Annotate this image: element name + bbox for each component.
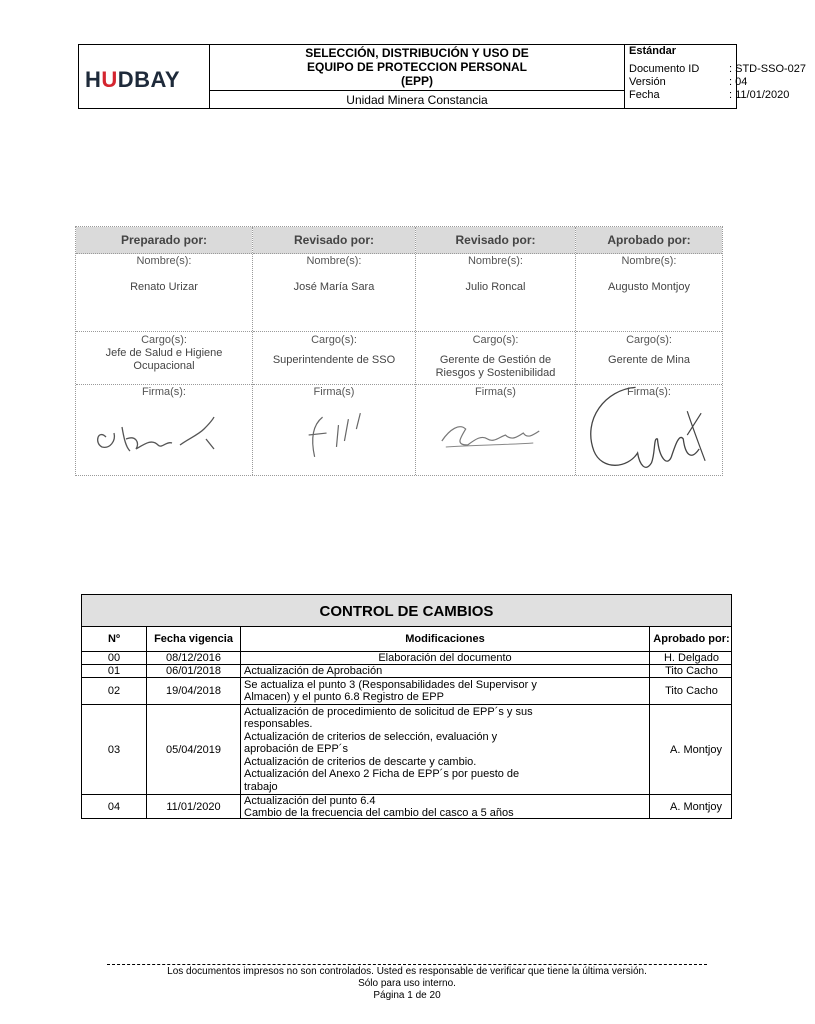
meta-key: Versión [629,76,666,88]
cargo-cell [576,331,722,385]
approver-name: Julio Roncal [465,281,526,293]
approver-name: José María Sara [293,281,375,293]
table-row [82,795,731,819]
name-label: Nombre(s): [621,255,677,267]
logo-letter-h: H [85,67,102,92]
row-approver: A. Montjoy [649,795,733,819]
table-row [82,652,731,665]
row-number: 04 [107,801,121,813]
row-date: 05/04/2019 [146,705,240,794]
name-label: Nombre(s): [306,255,362,267]
unit-name: Unidad Minera Constancia [346,93,488,107]
header-modifications: Modificaciones [240,627,649,651]
cargo-label: Cargo(s): [311,334,357,346]
cargo-label: Cargo(s): [626,334,672,346]
signature-image [416,399,575,479]
row-approver: A. Montjoy [649,705,733,794]
name-label: Nombre(s): [467,255,523,267]
title-line-3: (EPP) [400,74,433,88]
document-meta [624,45,807,108]
approver-name: Augusto Montjoy [608,281,690,293]
approval-header: Preparado por: [76,227,252,254]
approval-header: Revisado por: [253,227,415,254]
title-line-2: EQUIPO DE PROTECCION PERSONAL [306,60,528,74]
row-number: 03 [107,743,121,756]
cargo-cell [416,331,575,385]
footer-internal-use: Sólo para uso interno. [358,978,456,989]
approver-name: Renato Urizar [130,281,198,293]
modification-line: responsables. [244,718,313,731]
modification-line: aprobación de EPP´s [244,743,348,756]
table-header-row [82,627,731,652]
logo-letter-u: U [101,67,118,92]
modification-line: Actualización de criterios de selección, evaluación y [244,730,498,743]
header-number: Nº [108,633,120,645]
modification-line: Actualización de criterios de descarte y cambio. [244,755,477,768]
cargo-label: Cargo(s): [141,334,187,346]
change-control-title: CONTROL DE CAMBIOS [82,595,731,627]
logo-letters-dbay: DBAY [117,67,181,92]
approval-header: Revisado por: [416,227,575,254]
row-approver: Tito Cacho [649,665,733,677]
footer-divider [107,964,707,965]
meta-value: : 04 [729,76,748,88]
table-row [82,678,731,705]
modification-line: Elaboración del documento [378,651,512,664]
doc-type: Estándar [629,45,677,57]
firma-label: Firma(s): [142,386,186,398]
approval-column-approved [575,227,722,475]
row-number: 00 [107,652,121,664]
modification-line: Cambio de la frecuencia del cambio del casco a 5 años [244,807,514,819]
title-line-1: SELECCIÓN, DISTRIBUCIÓN Y USO DE [305,46,529,60]
cargo-text: Superintendente de SSO [272,354,396,366]
page-footer [107,966,707,1002]
firma-label: Firma(s) [475,386,516,398]
row-modifications [240,678,649,704]
page-number: Página 1 de 20 [373,990,441,1001]
cargo-text: Jefe de Salud e Higiene Ocupacional [105,347,223,372]
row-number: 01 [107,665,121,677]
row-modifications [240,705,649,794]
modification-line: trabajo [244,780,278,793]
signature-image [576,399,722,479]
row-modifications [240,665,649,677]
firma-label: Firma(s) [313,386,355,398]
header-approved-by: Aprobado por: [649,627,733,651]
meta-key: Documento ID [629,63,700,75]
table-row [82,665,731,678]
hudbay-logo [85,67,180,93]
document-title [210,45,624,91]
cargo-label: Cargo(s): [472,334,519,346]
row-approver: H. Delgado [649,652,733,664]
footer-disclaimer: Los documentos impresos no son controlados. Usted es responsable de verificar que tiene la última versión. [167,966,647,977]
document-header [78,44,807,109]
modification-line: Se actualiza el punto 3 (Responsabilidades del Supervisor y [244,678,537,691]
table-row [82,705,731,795]
signature-image [76,399,252,479]
row-modifications [240,652,649,664]
modification-line: Actualización de Aprobación [244,664,383,677]
approval-header: Aprobado por: [576,227,722,254]
header-date: Fecha vigencia [146,627,240,651]
row-number: 02 [107,685,121,697]
firma-label: Firma(s): [627,386,671,398]
modification-line: Actualización del punto 6.4 [244,794,376,807]
approval-table [75,226,723,476]
cargo-text: Gerente de Mina [608,354,690,366]
approval-column-prepared [76,227,252,475]
approval-column-reviewed-2 [415,227,575,475]
modification-line: Almacen) y el punto 6.8 Registro de EPP [244,691,444,703]
meta-value: : 11/01/2020 [729,89,790,101]
signature-image [253,399,415,479]
approval-column-reviewed-1 [252,227,415,475]
modification-line: Actualización de procedimiento de solicitud de EPP´s y sus [244,705,533,718]
row-date: 11/01/2020 [146,795,240,819]
meta-value: : STD-SSO-027 [729,63,807,75]
meta-key: Fecha [629,89,660,101]
row-modifications [240,795,649,819]
row-date: 06/01/2018 [146,665,240,677]
row-date: 08/12/2016 [146,652,240,664]
cargo-cell [253,331,415,385]
name-label: Nombre(s): [136,255,192,267]
company-logo-cell [79,45,210,108]
cargo-cell [76,331,252,385]
modification-line: Actualización del Anexo 2 Ficha de EPP´s por puesto de [244,768,520,781]
cargo-text: Gerente de Gestión de Riesgos y Sostenibilidad [435,354,556,379]
row-date: 19/04/2018 [146,678,240,704]
change-control-table [81,594,732,819]
row-approver: Tito Cacho [649,678,733,704]
